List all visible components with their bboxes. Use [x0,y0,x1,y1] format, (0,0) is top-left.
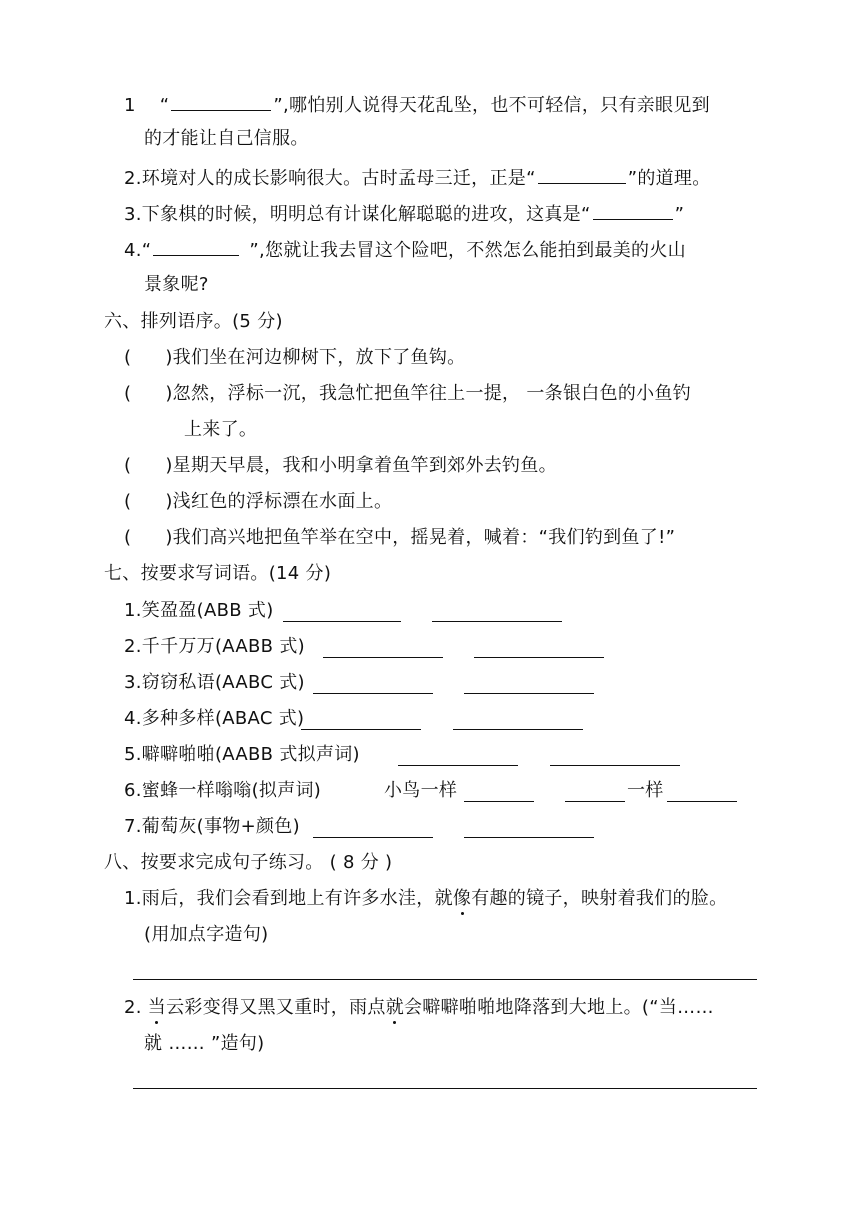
q1-number: 1 [124,95,136,116]
answer-blank[interactable] [313,837,433,838]
bracket-open: ( [124,491,132,512]
ordering-item [124,490,392,514]
bracket-open: ( [124,383,132,404]
bracket-open: ( [124,527,132,548]
fill-in-q3 [124,201,684,227]
section-7-title: 七、按要求写词语。(14 分) [104,563,332,584]
q1-text: 1.雨后，我们会看到地上有许多水洼，就 [124,888,453,909]
q2-text: 云彩变得又黑又重时，雨点 [166,997,386,1018]
fill-in-q1-continued: 的才能让自己信服。 [144,128,309,149]
answer-blank[interactable] [453,729,583,730]
emphasis-dot-char: 就 [385,997,405,1018]
q1-text: ”,哪怕别人说得天花乱坠，也不可轻信，只有亲眼见到 [273,95,710,116]
answer-blank[interactable] [171,92,271,111]
answer-blank[interactable] [538,165,626,184]
fill-in-q2 [124,165,711,191]
word-q2: 2.千千万万(AABB 式) [124,636,305,657]
ordering-text-continued: 上来了。 [184,419,258,440]
section-6-title: 六、排列语序。(5 分) [104,311,283,332]
word-q4: 4.多种多样(ABAC 式) [124,708,305,729]
word-q5: 5.噼噼啪啪(AABB 式拟声词) [124,744,360,765]
answer-blank[interactable] [464,801,534,802]
answer-blank[interactable] [565,801,625,802]
fill-in-q1 [124,92,710,118]
fill-in-q4-continued: 景象呢? [144,274,209,295]
bracket-open: ( [124,455,132,476]
answer-blank[interactable] [432,621,562,622]
word-q3: 3.窃窃私语(AABC 式) [124,672,305,693]
answer-blank[interactable] [283,621,401,622]
q2-text-end: 会噼噼啪啪地降落到大地上。(“当…… [404,997,714,1018]
answer-blank[interactable] [593,201,673,220]
ordering-text: )我们坐在河边柳树下，放下了鱼钩。 [165,347,466,368]
answer-blank[interactable] [550,765,680,766]
answer-line[interactable] [133,979,757,980]
q4-text: 4.“ [124,240,152,261]
word-q6: 6.蜜蜂一样嗡嗡(拟声词) [124,780,322,801]
ordering-text: )浅红色的浮标漂在水面上。 [165,491,393,512]
sentence-q1-instruction: (用加点字造句) [144,924,269,945]
answer-blank[interactable] [667,801,737,802]
bracket-open: ( [124,347,132,368]
q2-number: 2. [124,997,148,1018]
fill-in-q4 [124,237,686,263]
q2-text-end: ”的道理。 [627,168,711,189]
word-q7: 7.葡萄灰(事物+颜色) [124,816,300,837]
answer-blank[interactable] [153,237,239,256]
ordering-text: )忽然，浮标一沉，我急忙把鱼竿往上一提， 一条银白色的小鱼钓 [165,383,692,404]
word-q6-bird: 小鸟一样 [384,780,458,801]
answer-blank[interactable] [464,693,594,694]
word-q1: 1.笑盈盈(ABB 式) [124,600,274,621]
q3-text-end: ” [674,204,685,225]
sentence-q2-instruction: 就 …… ”造句) [144,1033,265,1054]
emphasis-dot-char: 当 [147,997,167,1018]
ordering-text: )星期天早晨，我和小明拿着鱼竿到郊外去钓鱼。 [165,455,557,476]
q3-text: 3.下象棋的时候，明明总有计谋化解聪聪的进攻，这真是“ [124,204,591,225]
sentence-q2 [124,996,714,1020]
q2-text: 2.环境对人的成长影响很大。古时孟母三迁，正是“ [124,168,536,189]
emphasis-dot-char: 像 [452,888,472,909]
answer-blank[interactable] [301,729,421,730]
word-q6-like: 一样 [627,780,664,801]
answer-blank[interactable] [398,765,518,766]
ordering-item [124,526,675,550]
ordering-item [124,346,465,370]
answer-line[interactable] [133,1088,757,1089]
q1-text-end: 有趣的镜子，映射着我们的脸。 [471,888,728,909]
sentence-q1 [124,887,727,911]
ordering-item [124,454,557,478]
q1-open-quote: “ [159,95,170,116]
answer-blank[interactable] [313,693,433,694]
q4-text-end: ”,您就让我去冒这个险吧，不然怎么能拍到最美的火山 [249,240,686,261]
answer-blank[interactable] [464,837,594,838]
ordering-text: )我们高兴地把鱼竿举在空中，摇晃着，喊着：“我们钓到鱼了!” [165,527,676,548]
ordering-item [124,382,691,406]
section-8-title: 八、按要求完成句子练习。 ( 8 分 ) [104,852,393,873]
answer-blank[interactable] [474,657,604,658]
answer-blank[interactable] [323,657,443,658]
